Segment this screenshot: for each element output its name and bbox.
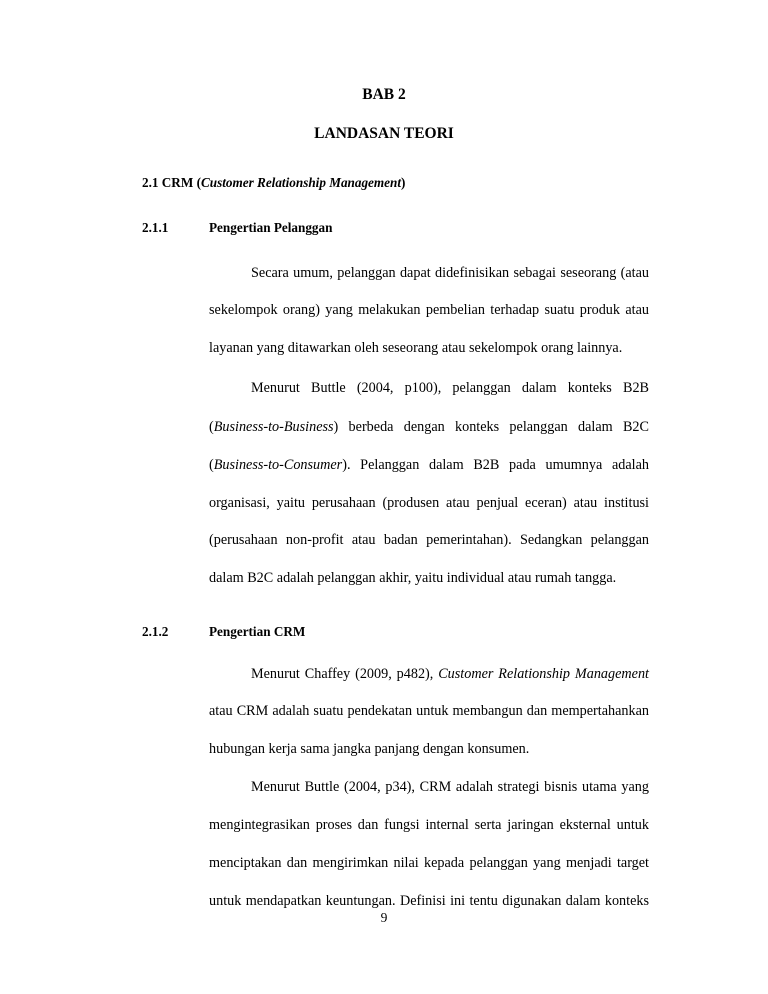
subsection-number: 2.1.1 xyxy=(142,220,169,235)
paragraph-line: (perusahaan non-profit atau badan pemerintahan). Sedangkan pelanggan xyxy=(209,532,649,548)
subsection-title: Pengertian Pelanggan xyxy=(209,220,333,235)
paragraph-line: untuk mendapatkan keuntungan. Definisi ini tentu digunakan dalam konteks xyxy=(209,893,649,909)
section-label-prefix: CRM ( xyxy=(161,175,201,190)
chapter-number: BAB 2 xyxy=(362,86,406,103)
paragraph-line: Menurut Buttle (2004, p100), pelanggan dalam konteks B2B xyxy=(251,380,649,396)
paragraph-line: menciptakan dan mengirimkan nilai kepada pelanggan yang menjadi target xyxy=(209,855,649,871)
paragraph-line: (Business-to-Consumer). Pelanggan dalam B2B pada umumnya adalah xyxy=(209,457,649,473)
italic-term: Customer Relationship Management xyxy=(438,666,649,682)
paragraph-line: atau CRM adalah suatu pendekatan untuk membangun dan mempertahankan xyxy=(209,703,649,719)
paragraph-line: layanan yang ditawarkan oleh seseorang atau sekelompok orang lainnya. xyxy=(209,340,623,356)
subsection-title: Pengertian CRM xyxy=(209,624,306,639)
paragraph-line: hubungan kerja sama jangka panjang dengan konsumen. xyxy=(209,741,530,757)
paragraph-line: Menurut Chaffey (2009, p482), Customer Relationship Management xyxy=(251,666,649,682)
page-number: 9 xyxy=(380,910,388,925)
paragraph-line: sekelompok orang) yang melakukan pembelian terhadap suatu produk atau xyxy=(209,302,649,318)
italic-term: Business-to-Business xyxy=(213,419,334,435)
paragraph-line: dalam B2C adalah pelanggan akhir, yaitu individual atau rumah tangga. xyxy=(209,570,617,586)
section-number: 2.1 xyxy=(142,175,159,190)
paragraph-line: (Business-to-Business) berbeda dengan konteks pelanggan dalam B2C xyxy=(209,419,649,435)
paragraph-line: organisasi, yaitu perusahaan (produsen atau penjual eceran) atau institusi xyxy=(209,495,649,511)
paragraph-line: mengintegrasikan proses dan fungsi internal serta jaringan eksternal untuk xyxy=(209,817,649,833)
subsection-number: 2.1.2 xyxy=(142,624,169,639)
italic-term: Business-to-Consumer xyxy=(213,457,343,473)
section-heading xyxy=(142,175,405,191)
chapter-title: LANDASAN TEORI xyxy=(314,125,454,142)
section-label-suffix: ) xyxy=(401,175,406,190)
paragraph-line: Secara umum, pelanggan dapat didefinisikan sebagai seseorang (atau xyxy=(251,265,649,281)
section-label-italic: Customer Relationship Management xyxy=(200,175,402,190)
paragraph-line: Menurut Buttle (2004, p34), CRM adalah strategi bisnis utama yang xyxy=(251,779,649,795)
